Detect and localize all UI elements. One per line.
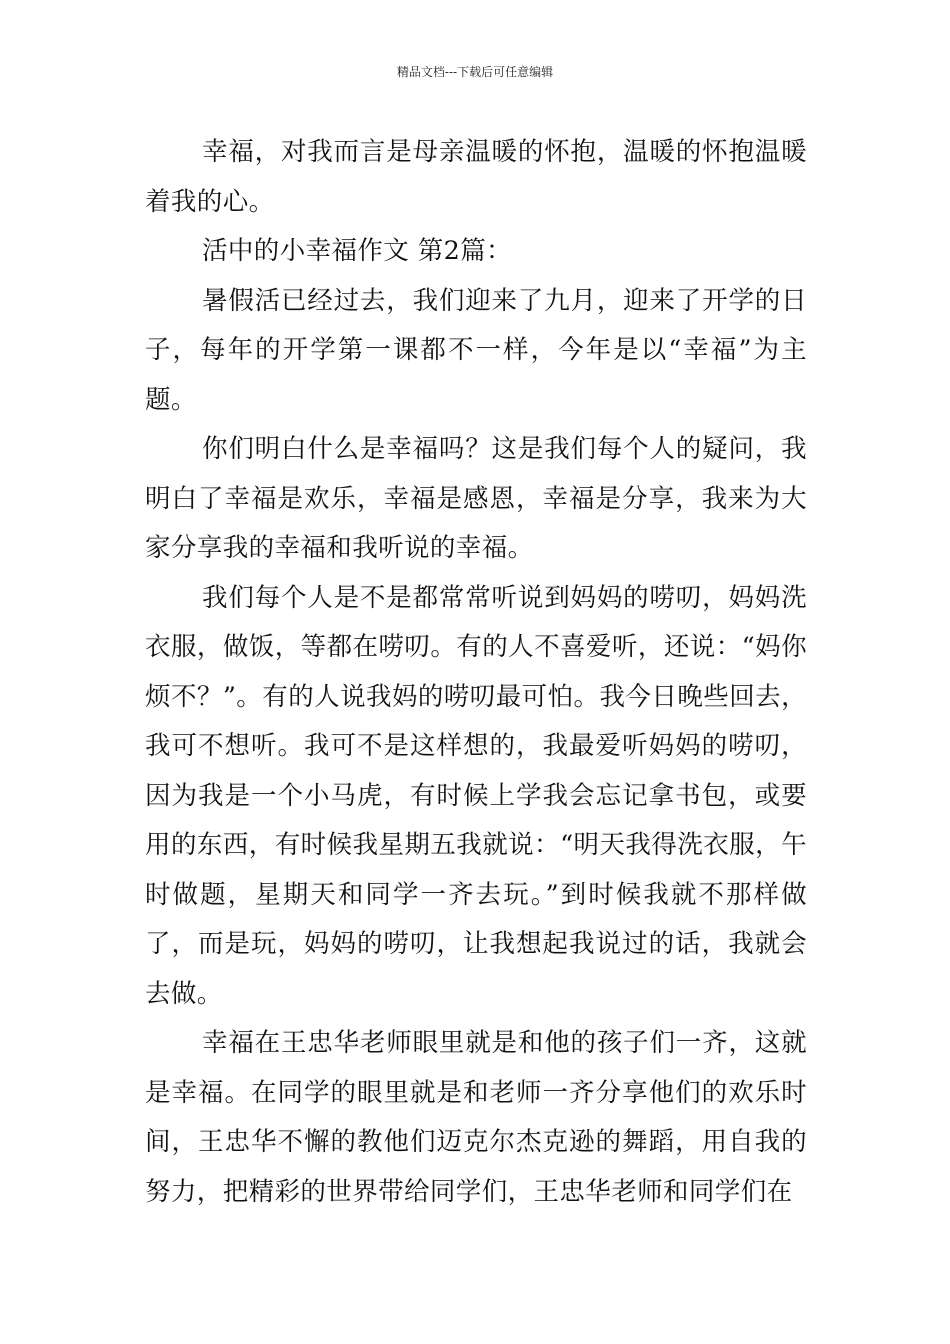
paragraph: 幸福，对我而言是母亲温暖的怀抱，温暖的怀抱温暖着我的心。	[145, 137, 807, 217]
paragraph: 你们明白什么是幸福吗？这是我们每个人的疑问，我明白了幸福是欢乐，幸福是感恩，幸福是分享，我来为大家分享我的幸福和我听说的幸福。	[145, 434, 807, 563]
paragraph: 暑假活已经过去，我们迎来了九月，迎来了开学的日子，每年的开学第一课都不一样，今年是以“幸福”为主题。	[145, 285, 807, 415]
page-header: 精品文档---下载后可任意编辑	[396, 65, 554, 79]
paragraph: 幸福在王忠华老师眼里就是和他的孩子们一齐，这就是幸福。在同学的眼里就是和老师一齐分享他们的欢乐时间，王忠华不懈的教他们迈克尔杰克逊的舞蹈，用自我的努力，把精彩的世界带给同学们，王忠华老师和同学们在	[145, 1028, 807, 1207]
section-heading: 活中的小幸福作文 第2篇：	[202, 236, 513, 266]
paragraph: 我们每个人是不是都常常听说到妈妈的唠叨，妈妈洗衣服，做饭，等都在唠叨。有的人不喜爱听，还说：“妈你烦不？”。有的人说我妈的唠叨最可怕。我今日晚些回去，我可不想听。我可不是这样想的，我最爱听妈妈的唠叨，因为我是一个小马虎，有时候上学我会忘记拿书包，或要用的东西，有时候我星期五我就说：“明天我得洗衣服，午时做题，星期天和同学一齐去玩。”到时候我就不那样做了，而是玩，妈妈的唠叨，让我想起我说过的话，我就会去做。	[145, 582, 807, 1009]
document-body	[145, 128, 807, 1217]
